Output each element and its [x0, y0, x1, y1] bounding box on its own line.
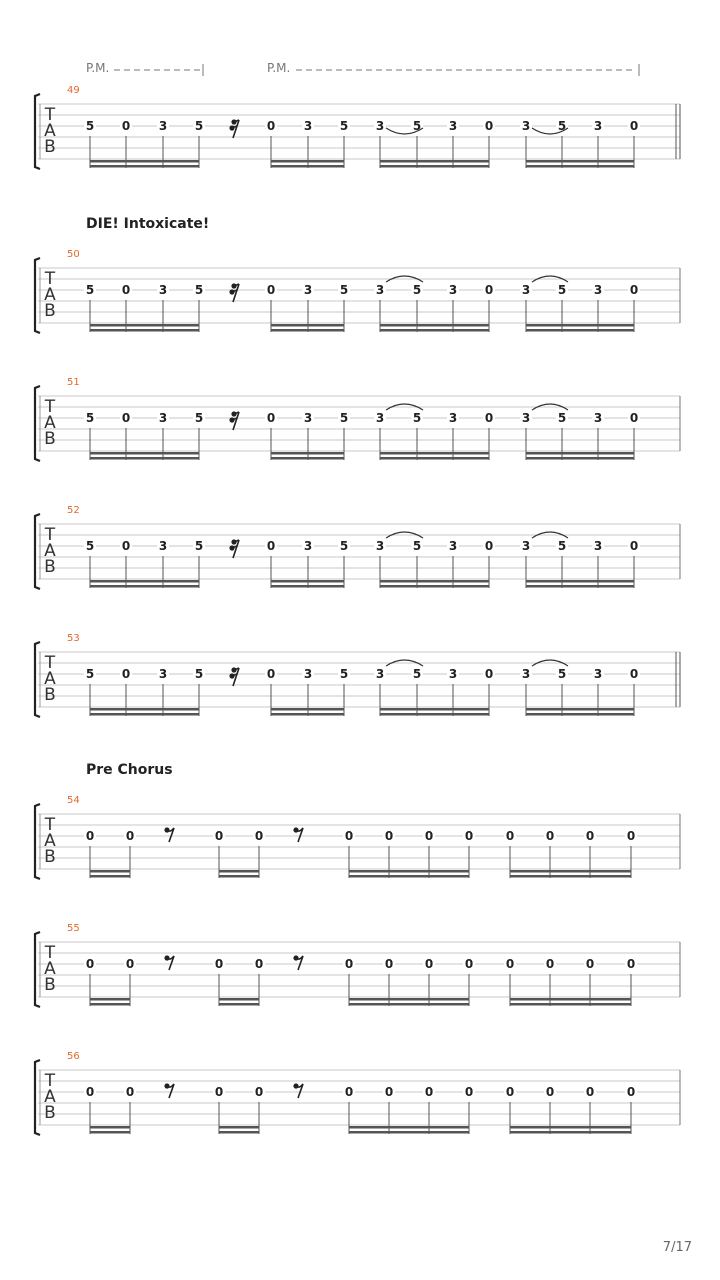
- beam: [510, 870, 631, 873]
- measure-number: 52: [67, 505, 80, 516]
- tab-clef-letter: T: [44, 105, 56, 125]
- fret-number: 0: [121, 119, 131, 133]
- fret-number: 0: [85, 1085, 95, 1099]
- sixteenth-rest: [229, 119, 239, 138]
- beam: [510, 1003, 631, 1006]
- fret-number: 3: [303, 411, 313, 425]
- beam: [349, 870, 469, 873]
- fret-number: 0: [266, 411, 276, 425]
- fret-number: 0: [629, 411, 639, 425]
- tab-clef-letter: T: [44, 397, 56, 417]
- sixteenth-rest: [229, 283, 239, 302]
- fret-number: 0: [484, 283, 494, 297]
- fret-number: 5: [194, 283, 204, 297]
- fret-number: 0: [585, 1085, 595, 1099]
- beam: [271, 708, 344, 711]
- fret-number: 3: [375, 667, 385, 681]
- beam: [526, 585, 634, 588]
- beam: [271, 585, 344, 588]
- fret-number: 0: [121, 411, 131, 425]
- fret-number: 0: [384, 957, 394, 971]
- tab-system: [35, 377, 680, 461]
- fret-number: 3: [158, 539, 168, 553]
- beam: [219, 875, 259, 878]
- tab-clef-letter: A: [44, 669, 56, 689]
- fret-number: 0: [626, 957, 636, 971]
- beam: [380, 457, 489, 460]
- beam: [526, 713, 634, 716]
- tab-clef-letter: A: [44, 1087, 56, 1107]
- fret-number: 5: [412, 411, 422, 425]
- beam: [90, 329, 199, 332]
- beam: [380, 160, 489, 163]
- beam: [380, 452, 489, 455]
- fret-number: 5: [412, 539, 422, 553]
- tab-clef-letter: B: [44, 137, 56, 157]
- page-number: 7/17: [662, 1240, 692, 1255]
- beam: [219, 998, 259, 1001]
- beam: [380, 708, 489, 711]
- fret-number: 3: [521, 119, 531, 133]
- fret-number: 0: [505, 829, 515, 843]
- fret-number: 5: [557, 667, 567, 681]
- system-bracket: [35, 94, 40, 169]
- system-bracket: [35, 642, 40, 717]
- tab-system: [35, 923, 680, 1007]
- section-label: DIE! Intoxicate!: [86, 216, 210, 232]
- beam: [380, 580, 489, 583]
- fret-number: 0: [464, 829, 474, 843]
- fret-number: 5: [194, 667, 204, 681]
- fret-number: 5: [194, 411, 204, 425]
- sixteenth-rest: [229, 539, 239, 558]
- beam: [349, 1126, 469, 1129]
- fret-number: 3: [448, 667, 458, 681]
- fret-number: 0: [214, 957, 224, 971]
- fret-number: 3: [158, 411, 168, 425]
- fret-number: 3: [375, 119, 385, 133]
- beam: [526, 580, 634, 583]
- beam: [510, 998, 631, 1001]
- beam: [526, 708, 634, 711]
- fret-number: 0: [214, 829, 224, 843]
- fret-number: 0: [266, 119, 276, 133]
- fret-number: 3: [303, 119, 313, 133]
- fret-number: 0: [629, 667, 639, 681]
- system-bracket: [35, 514, 40, 589]
- measure-number: 53: [67, 633, 80, 644]
- fret-number: 0: [85, 829, 95, 843]
- fret-number: 3: [303, 667, 313, 681]
- eighth-rest: [164, 1083, 174, 1098]
- fret-number: 0: [464, 957, 474, 971]
- beam: [90, 580, 199, 583]
- fret-number: 0: [585, 957, 595, 971]
- sixteenth-rest: [229, 411, 239, 430]
- fret-number: 0: [266, 283, 276, 297]
- measure-number: 51: [67, 377, 80, 388]
- fret-number: 0: [254, 829, 264, 843]
- tab-system: [35, 216, 680, 333]
- fret-number: 0: [585, 829, 595, 843]
- beam: [90, 875, 130, 878]
- tab-clef-letter: B: [44, 685, 56, 705]
- fret-number: 0: [484, 539, 494, 553]
- fret-number: 0: [384, 1085, 394, 1099]
- fret-number: 0: [121, 539, 131, 553]
- tab-system: [35, 762, 680, 879]
- fret-number: 5: [85, 119, 95, 133]
- fret-number: 3: [448, 283, 458, 297]
- fret-number: 5: [194, 539, 204, 553]
- beam: [271, 160, 344, 163]
- measure-number: 49: [67, 85, 80, 96]
- fret-number: 3: [158, 667, 168, 681]
- fret-number: 0: [629, 119, 639, 133]
- fret-number: 3: [593, 283, 603, 297]
- tab-clef-letter: T: [44, 1071, 56, 1091]
- fret-number: 3: [375, 283, 385, 297]
- beam: [380, 324, 489, 327]
- beam: [526, 324, 634, 327]
- fret-number: 0: [545, 1085, 555, 1099]
- section-label: Pre Chorus: [86, 762, 173, 778]
- fret-number: 5: [412, 283, 422, 297]
- beam: [90, 1003, 130, 1006]
- fret-number: 3: [593, 667, 603, 681]
- measure-number: 55: [67, 923, 80, 934]
- beam: [90, 708, 199, 711]
- fret-number: 0: [484, 667, 494, 681]
- measure-number: 54: [67, 795, 80, 806]
- fret-number: 3: [158, 119, 168, 133]
- beam: [380, 329, 489, 332]
- fret-number: 3: [521, 539, 531, 553]
- beam: [526, 165, 634, 168]
- beam: [380, 165, 489, 168]
- fret-number: 3: [158, 283, 168, 297]
- tab-clef-letter: T: [44, 653, 56, 673]
- beam: [271, 580, 344, 583]
- beam: [380, 585, 489, 588]
- beam: [90, 713, 199, 716]
- fret-number: 5: [85, 411, 95, 425]
- fret-number: 0: [125, 829, 135, 843]
- fret-number: 0: [484, 411, 494, 425]
- beam: [271, 324, 344, 327]
- fret-number: 0: [121, 667, 131, 681]
- beam: [90, 160, 199, 163]
- fret-number: 0: [545, 829, 555, 843]
- fret-number: 3: [303, 539, 313, 553]
- beam: [219, 1003, 259, 1006]
- fret-number: 0: [266, 667, 276, 681]
- fret-number: 3: [303, 283, 313, 297]
- system-bracket: [35, 804, 40, 879]
- fret-number: 3: [593, 119, 603, 133]
- beam: [90, 1126, 130, 1129]
- eighth-rest: [293, 1083, 303, 1098]
- tab-clef-letter: B: [44, 847, 56, 867]
- fret-number: 5: [557, 539, 567, 553]
- fret-number: 3: [521, 411, 531, 425]
- beam: [90, 165, 199, 168]
- tab-clef-letter: T: [44, 815, 56, 835]
- beam: [510, 1131, 631, 1134]
- beam: [271, 452, 344, 455]
- beam: [90, 870, 130, 873]
- beam: [90, 1131, 130, 1134]
- beam: [510, 1126, 631, 1129]
- tab-clef-letter: A: [44, 541, 56, 561]
- fret-number: 0: [505, 1085, 515, 1099]
- fret-number: 5: [85, 283, 95, 297]
- beam: [90, 585, 199, 588]
- fret-number: 3: [593, 411, 603, 425]
- tab-clef-letter: B: [44, 1103, 56, 1123]
- fret-number: 5: [339, 411, 349, 425]
- fret-number: 0: [344, 829, 354, 843]
- beam: [349, 1003, 469, 1006]
- beam: [271, 457, 344, 460]
- fret-number: 5: [85, 667, 95, 681]
- system-bracket: [35, 932, 40, 1007]
- fret-number: 3: [521, 283, 531, 297]
- beam: [526, 452, 634, 455]
- fret-number: 0: [214, 1085, 224, 1099]
- tab-clef-letter: B: [44, 429, 56, 449]
- fret-number: 0: [266, 539, 276, 553]
- eighth-rest: [293, 955, 303, 970]
- beam: [349, 1131, 469, 1134]
- tab-system: [35, 61, 680, 169]
- fret-number: 5: [557, 411, 567, 425]
- fret-number: 0: [626, 1085, 636, 1099]
- fret-number: 0: [121, 283, 131, 297]
- tab-clef-letter: B: [44, 975, 56, 995]
- palm-mute-label: P.M.: [86, 61, 110, 75]
- beam: [90, 324, 199, 327]
- tab-system: [35, 1051, 680, 1135]
- fret-number: 5: [339, 667, 349, 681]
- tab-clef-letter: A: [44, 831, 56, 851]
- fret-number: 3: [448, 119, 458, 133]
- beam: [271, 165, 344, 168]
- fret-number: 5: [557, 119, 567, 133]
- fret-number: 5: [339, 119, 349, 133]
- eighth-rest: [164, 827, 174, 842]
- fret-number: 0: [125, 957, 135, 971]
- fret-number: 5: [194, 119, 204, 133]
- beam: [380, 713, 489, 716]
- fret-number: 0: [424, 829, 434, 843]
- fret-number: 0: [125, 1085, 135, 1099]
- eighth-rest: [164, 955, 174, 970]
- fret-number: 0: [424, 957, 434, 971]
- measure-number: 56: [67, 1051, 80, 1062]
- fret-number: 0: [629, 283, 639, 297]
- fret-number: 0: [384, 829, 394, 843]
- beam: [271, 329, 344, 332]
- beam: [526, 160, 634, 163]
- beam: [526, 329, 634, 332]
- beam: [271, 713, 344, 716]
- tab-clef-letter: B: [44, 557, 56, 577]
- sixteenth-rest: [229, 667, 239, 686]
- fret-number: 0: [626, 829, 636, 843]
- fret-number: 5: [339, 283, 349, 297]
- beam: [90, 452, 199, 455]
- fret-number: 0: [484, 119, 494, 133]
- fret-number: 0: [629, 539, 639, 553]
- beam: [349, 875, 469, 878]
- beam: [90, 998, 130, 1001]
- fret-number: 3: [521, 667, 531, 681]
- tab-system: [35, 505, 680, 589]
- fret-number: 5: [557, 283, 567, 297]
- fret-number: 3: [375, 539, 385, 553]
- fret-number: 0: [254, 1085, 264, 1099]
- tab-clef-letter: T: [44, 269, 56, 289]
- system-bracket: [35, 1060, 40, 1135]
- beam: [219, 1131, 259, 1134]
- eighth-rest: [293, 827, 303, 842]
- palm-mute-label: P.M.: [267, 61, 291, 75]
- fret-number: 3: [448, 539, 458, 553]
- beam: [526, 457, 634, 460]
- system-bracket: [35, 386, 40, 461]
- fret-number: 5: [339, 539, 349, 553]
- beam: [349, 998, 469, 1001]
- tab-clef-letter: A: [44, 959, 56, 979]
- fret-number: 0: [464, 1085, 474, 1099]
- fret-number: 0: [424, 1085, 434, 1099]
- fret-number: 0: [545, 957, 555, 971]
- tab-clef-letter: T: [44, 525, 56, 545]
- beam: [90, 457, 199, 460]
- tab-clef-letter: A: [44, 121, 56, 141]
- fret-number: 0: [505, 957, 515, 971]
- tab-clef-letter: A: [44, 285, 56, 305]
- fret-number: 0: [344, 1085, 354, 1099]
- fret-number: 3: [375, 411, 385, 425]
- fret-number: 5: [85, 539, 95, 553]
- fret-number: 5: [412, 119, 422, 133]
- fret-number: 0: [85, 957, 95, 971]
- tab-system: [35, 633, 680, 717]
- beam: [219, 1126, 259, 1129]
- tab-clef-letter: B: [44, 301, 56, 321]
- beam: [219, 870, 259, 873]
- fret-number: 0: [344, 957, 354, 971]
- tab-clef-letter: A: [44, 413, 56, 433]
- fret-number: 0: [254, 957, 264, 971]
- fret-number: 5: [412, 667, 422, 681]
- tab-clef-letter: T: [44, 943, 56, 963]
- measure-number: 50: [67, 249, 80, 260]
- beam: [510, 875, 631, 878]
- fret-number: 3: [593, 539, 603, 553]
- fret-number: 3: [448, 411, 458, 425]
- system-bracket: [35, 258, 40, 333]
